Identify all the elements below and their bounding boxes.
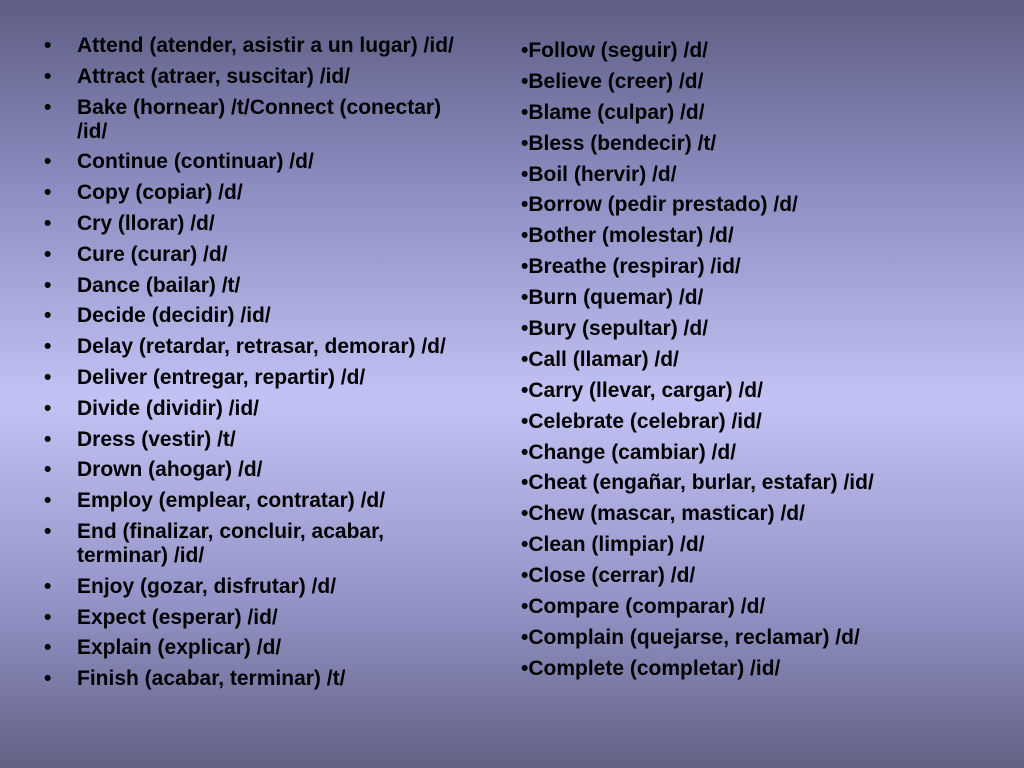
right-verb-list xyxy=(521,39,991,688)
list-item xyxy=(44,212,474,236)
list-item xyxy=(44,34,474,58)
list-item: •Bless (bendecir) /t/ xyxy=(521,131,717,155)
bullet-icon: • xyxy=(44,181,52,205)
list-item: •Chew (mascar, masticar) /d/ xyxy=(521,502,805,526)
bullet-icon: • xyxy=(44,211,52,235)
list-item-text: Bake (hornear) /t/Connect (conectar) /id/ xyxy=(77,95,442,143)
list-item: •Bury (sepultar) /d/ xyxy=(521,317,709,341)
list-item xyxy=(44,243,474,267)
list-item-text: Copy (copiar) /d/ xyxy=(77,181,243,205)
list-item: •Breathe (respirar) /id/ xyxy=(521,255,741,279)
bullet-icon: • xyxy=(44,95,52,119)
list-item xyxy=(44,489,474,513)
list-item: •Call (llamar) /d/ xyxy=(521,347,679,371)
bullet-icon: • xyxy=(44,667,52,691)
bullet-icon: • xyxy=(44,636,52,660)
bullet-icon: • xyxy=(44,605,52,629)
list-item xyxy=(44,181,474,205)
list-item: •Cheat (engañar, burlar, estafar) /id/ xyxy=(521,471,874,495)
list-item-text: Cure (curar) /d/ xyxy=(77,242,228,266)
list-item-text: Explain (explicar) /d/ xyxy=(77,636,282,660)
list-item xyxy=(44,150,474,174)
list-item-text: Employ (emplear, contratar) /d/ xyxy=(77,489,386,513)
list-item: •Follow (seguir) /d/ xyxy=(521,39,709,62)
list-item xyxy=(44,366,474,390)
bullet-icon: • xyxy=(44,34,52,57)
left-verb-list xyxy=(44,34,474,698)
list-item-text: Attract (atraer, suscitar) /id/ xyxy=(77,64,351,88)
list-item xyxy=(44,274,474,298)
list-item xyxy=(44,304,474,328)
list-item xyxy=(44,458,474,482)
list-item xyxy=(44,65,474,89)
list-item-text: End (finalizar, concluir, acabar, terminar) /id/ xyxy=(77,519,384,567)
list-item: •Clean (limpiar) /d/ xyxy=(521,533,705,557)
list-item xyxy=(44,636,474,660)
list-item xyxy=(44,520,474,568)
bullet-icon: • xyxy=(44,519,52,543)
list-item: •Change (cambiar) /d/ xyxy=(521,440,737,464)
list-item xyxy=(44,428,474,452)
list-item xyxy=(44,575,474,599)
list-item-text: Divide (dividir) /id/ xyxy=(77,396,260,420)
list-item-text: Decide (decidir) /id/ xyxy=(77,304,271,328)
list-item: •Compare (comparar) /d/ xyxy=(521,595,766,619)
bullet-icon: • xyxy=(44,427,52,451)
list-item-text: Finish (acabar, terminar) /t/ xyxy=(77,667,346,691)
bullet-icon: • xyxy=(44,458,52,482)
list-item xyxy=(44,606,474,630)
bullet-icon: • xyxy=(44,150,52,174)
bullet-icon: • xyxy=(44,64,52,88)
bullet-icon: • xyxy=(44,365,52,389)
list-item: •Close (cerrar) /d/ xyxy=(521,564,696,588)
list-item: •Celebrate (celebrar) /id/ xyxy=(521,409,762,433)
list-item-text: Cry (llorar) /d/ xyxy=(77,211,215,235)
list-item-text: Drown (ahogar) /d/ xyxy=(77,458,263,482)
list-item: •Borrow (pedir prestado) /d/ xyxy=(521,193,798,217)
list-item: •Boil (hervir) /d/ xyxy=(521,162,677,186)
bullet-icon: • xyxy=(44,574,52,598)
list-item-text: Attend (atender, asistir a un lugar) /id/ xyxy=(77,34,454,57)
list-item xyxy=(44,397,474,421)
list-item xyxy=(44,335,474,359)
list-item-text: Dress (vestir) /t/ xyxy=(77,427,236,451)
list-item-text: Dance (bailar) /t/ xyxy=(77,273,241,297)
list-item xyxy=(44,667,474,691)
list-item-text: Expect (esperar) /id/ xyxy=(77,605,278,629)
list-item: •Blame (culpar) /d/ xyxy=(521,100,705,124)
list-item: •Bother (molestar) /d/ xyxy=(521,224,734,248)
bullet-icon: • xyxy=(44,242,52,266)
list-item-text: Continue (continuar) /d/ xyxy=(77,150,314,174)
list-item: •Burn (quemar) /d/ xyxy=(521,286,704,310)
list-item: •Believe (creer) /d/ xyxy=(521,69,704,93)
bullet-icon: • xyxy=(44,396,52,420)
list-item-text: Enjoy (gozar, disfrutar) /d/ xyxy=(77,574,337,598)
list-item: •Carry (llevar, cargar) /d/ xyxy=(521,378,763,402)
bullet-icon: • xyxy=(44,489,52,513)
bullet-icon: • xyxy=(44,273,52,297)
list-item-text: Deliver (entregar, repartir) /d/ xyxy=(77,365,366,389)
list-item: •Complain (quejarse, reclamar) /d/ xyxy=(521,625,860,649)
bullet-icon: • xyxy=(44,335,52,359)
list-item: •Complete (completar) /id/ xyxy=(521,656,781,680)
bullet-icon: • xyxy=(44,304,52,328)
list-item-text: Delay (retardar, retrasar, demorar) /d/ xyxy=(77,335,446,359)
list-item xyxy=(44,96,474,144)
